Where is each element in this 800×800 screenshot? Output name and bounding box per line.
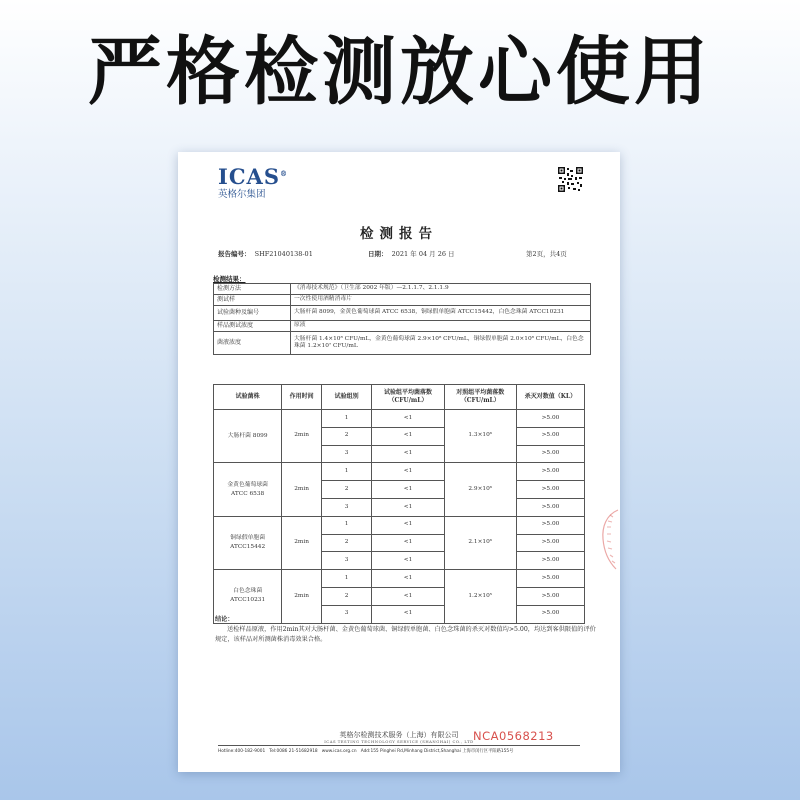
report-title: 检测报告	[360, 226, 438, 242]
col-control-avg: 对照组平均菌落数（CFU/mL）	[444, 385, 516, 410]
footer-company: 英格尔检测技术服务（上海）有限公司	[339, 731, 459, 739]
test-cell: <1	[372, 445, 444, 463]
report-date-label: 日期：	[368, 250, 388, 258]
control-cell: 1.3×10⁶	[444, 410, 516, 463]
info-value: 大肠杆菌 8099，金黄色葡萄球菌 ATCC 6538，铜绿假单胞菌 ATCC15442，白色念珠菌 ATCC10231	[291, 306, 591, 321]
kill-cell: >5.00	[516, 552, 584, 570]
footer-web: www.icas.org.cn	[321, 749, 357, 754]
footer-divider	[218, 745, 580, 746]
table-row	[214, 410, 585, 428]
footer-hotline: Hotline:400-182-9001	[218, 749, 266, 754]
test-cell: <1	[372, 498, 444, 516]
organism-name: 金黄色葡萄球菌	[227, 481, 268, 488]
report-number-value: SHF21040138-01	[254, 250, 313, 258]
info-label: 测试样	[214, 295, 291, 306]
qr-caption	[548, 194, 593, 198]
organism-name: 铜绿假单胞菌	[230, 534, 266, 541]
test-cell: <1	[372, 534, 444, 552]
test-cell: <1	[372, 587, 444, 605]
control-cell: 2.1×10⁶	[444, 516, 516, 569]
test-cell: <1	[372, 605, 444, 623]
test-cell: <1	[372, 481, 444, 499]
info-row	[214, 321, 591, 332]
info-value: 《消毒技术规范》（卫生部 2002 年版）—2.1.1.7、2.1.1.9	[291, 284, 591, 295]
test-cell: <1	[372, 410, 444, 428]
group-cell: 3	[321, 445, 371, 463]
logo-company: 英格尔集团	[218, 189, 266, 200]
kill-cell: >5.00	[516, 570, 584, 588]
info-label: 菌液浓度	[214, 332, 291, 355]
group-cell: 3	[321, 498, 371, 516]
footer-address: Add:155 Pinghei Rd,Minhang District,Shanghai 上海市闵行区平阳路155号	[360, 749, 514, 754]
results-header: 检测结果：	[213, 275, 246, 283]
test-cell: <1	[372, 463, 444, 481]
organism-cell	[214, 463, 282, 516]
test-cell: <1	[372, 427, 444, 445]
report-date	[368, 250, 455, 258]
kill-cell: >5.00	[516, 498, 584, 516]
time-cell: 2min	[282, 570, 322, 623]
kill-cell: >5.00	[516, 427, 584, 445]
report-number	[218, 250, 313, 258]
report-date-value: 2021 年 04 月 26 日	[391, 250, 455, 258]
col-organism: 试验菌株	[214, 385, 282, 410]
info-row	[214, 332, 591, 355]
time-cell: 2min	[282, 463, 322, 516]
info-label: 试验菌种及编号	[214, 306, 291, 321]
kill-cell: >5.00	[516, 587, 584, 605]
serial-number: NCA0568213	[473, 729, 554, 743]
group-cell: 2	[321, 481, 371, 499]
organism-code: ATCC 6538	[231, 490, 265, 497]
conclusion-text: 送检样品原液，作用2min其对大肠杆菌、金黄色葡萄球菌、铜绿假单胞菌、白色念珠菌的杀灭对数值均>5.00，均达到客供限值的评价规定，该样品对所测菌株消毒效果合格。	[215, 626, 596, 643]
col-group: 试验组别	[321, 385, 371, 410]
time-cell: 2min	[282, 516, 322, 569]
info-value: 原液	[291, 321, 591, 332]
results-table	[213, 384, 585, 624]
kill-cell: >5.00	[516, 410, 584, 428]
footer-tel: Tel:0086 21-51682918	[269, 749, 318, 754]
group-cell: 1	[321, 516, 371, 534]
organism-cell	[214, 410, 282, 463]
report-paper	[178, 152, 620, 772]
table-row	[214, 570, 585, 588]
footer-company-en: ICAS TESTING TECHNOLOGY SERVICE (SHANGHAI) CO., LTD	[324, 739, 474, 744]
test-cell: <1	[372, 570, 444, 588]
kill-cell: >5.00	[516, 463, 584, 481]
col-time: 作用时间	[282, 385, 322, 410]
headline: 严格检测放心使用	[88, 29, 712, 115]
results-header-row	[214, 385, 585, 410]
info-row	[214, 306, 591, 321]
info-table	[213, 283, 591, 355]
info-value: 一次性使用酒精消毒片	[291, 295, 591, 306]
organism-cell	[214, 516, 282, 569]
test-cell: <1	[372, 516, 444, 534]
kill-cell: >5.00	[516, 481, 584, 499]
logo-reg-mark: ®	[280, 169, 288, 178]
kill-cell: >5.00	[516, 516, 584, 534]
group-cell: 2	[321, 587, 371, 605]
seal-stamp-icon	[594, 507, 624, 572]
test-cell: <1	[372, 552, 444, 570]
control-cell: 2.9×10⁶	[444, 463, 516, 516]
group-cell: 3	[321, 605, 371, 623]
group-cell: 3	[321, 552, 371, 570]
organism-code: ATCC10231	[230, 597, 266, 604]
organism-code: ATCC15442	[230, 543, 266, 550]
footer-contact	[218, 748, 580, 754]
info-value: 大肠杆菌 1.4×10⁸ CFU/mL，金黄色葡萄球菌 2.9×10⁸ CFU/mL，铜绿假单胞菌 2.0×10⁸ CFU/mL，白色念珠菌 1.2×10⁷ CFU/mL	[291, 332, 591, 355]
group-cell: 1	[321, 570, 371, 588]
table-row	[214, 516, 585, 534]
kill-cell: >5.00	[516, 445, 584, 463]
col-kill-log: 杀灭对数值（KL）	[516, 385, 584, 410]
table-row	[214, 463, 585, 481]
conclusion-heading: 结论：	[215, 616, 234, 623]
organism-name: 白色念珠菌	[233, 588, 263, 595]
info-label: 样品测试浓度	[214, 321, 291, 332]
info-label: 检测方法	[214, 284, 291, 295]
group-cell: 2	[321, 427, 371, 445]
report-number-label: 报告编号：	[218, 250, 251, 258]
qr-code-icon	[558, 167, 583, 192]
organism-name: 大肠杆菌 8099	[227, 432, 268, 439]
control-cell: 1.2×10⁵	[444, 570, 516, 623]
kill-cell: >5.00	[516, 534, 584, 552]
report-page: 第2页，共4页	[526, 250, 567, 258]
info-row	[214, 295, 591, 306]
col-test-avg: 试验组平均菌落数（CFU/mL）	[372, 385, 444, 410]
time-cell: 2min	[282, 410, 322, 463]
logo-brand: ICAS	[218, 164, 280, 189]
kill-cell: >5.00	[516, 605, 584, 623]
group-cell: 2	[321, 534, 371, 552]
group-cell: 1	[321, 410, 371, 428]
icas-logo	[218, 162, 298, 201]
conclusion	[215, 615, 600, 645]
info-row	[214, 284, 591, 295]
group-cell: 1	[321, 463, 371, 481]
